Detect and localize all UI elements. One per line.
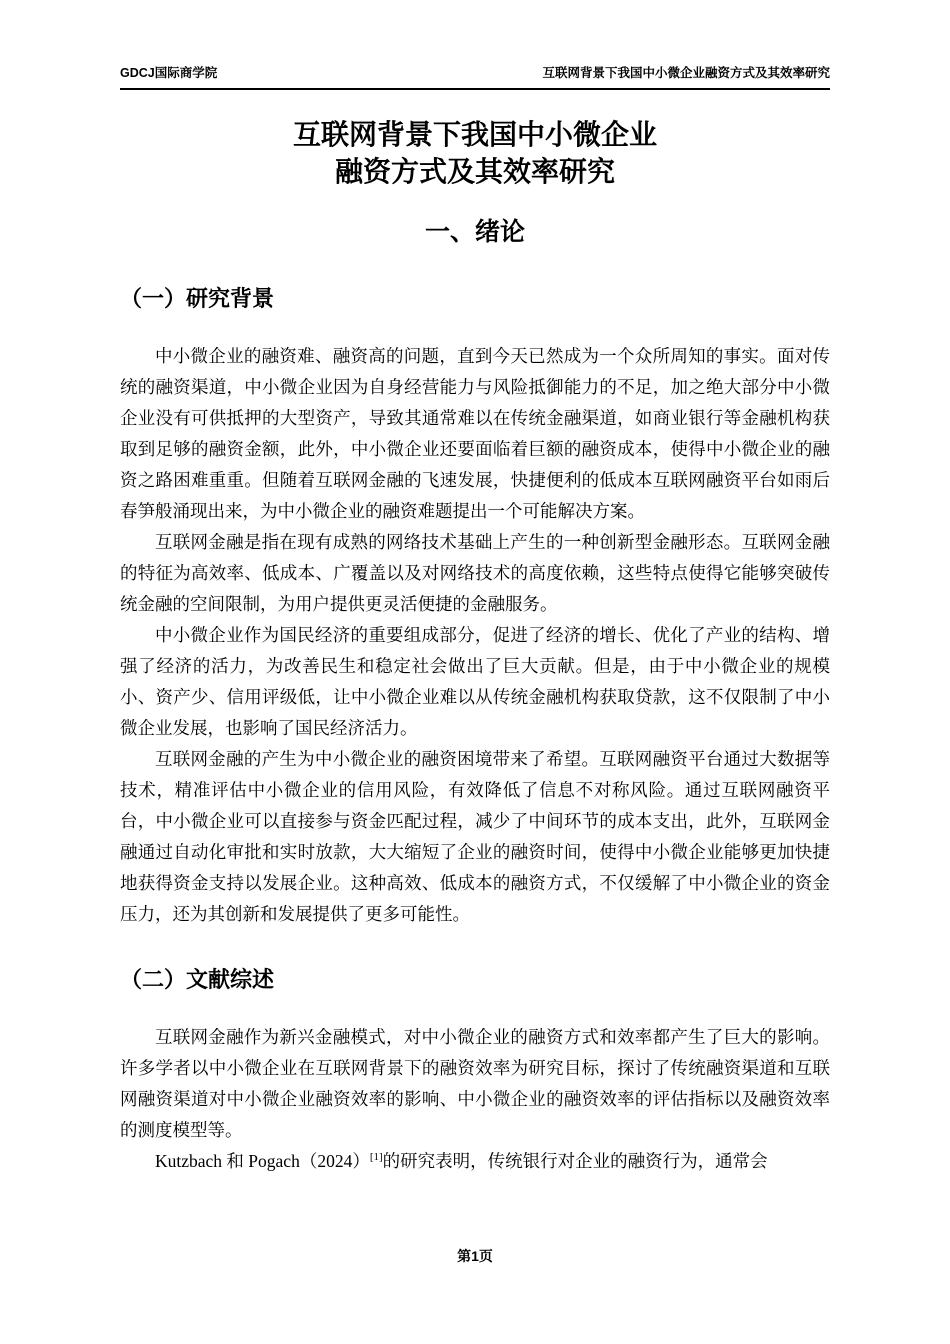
paragraph-background-3: 中小微企业作为国民经济的重要组成部分，促进了经济的增长、优化了产业的结构、增强了经济的活力，为改善民生和稳定社会做出了巨大贡献。但是，由于中小微企业的规模小、资产少、信用评级低，让中小微企业难以从传统金融机构获取贷款，这不仅限制了中小微企业发展，也影响了国民经济活力。 bbox=[120, 625, 830, 738]
header-running-title: 互联网背景下我国中小微企业融资方式及其效率研究 bbox=[542, 66, 830, 80]
header-school-name: GDCJ国际商学院 bbox=[120, 66, 218, 80]
paragraph-literature-citation bbox=[120, 1146, 830, 1177]
document-title-line-1: 互联网背景下我国中小微企业 bbox=[292, 119, 657, 150]
citation-text-before: Kutzbach 和 Pogach（2024） bbox=[155, 1151, 370, 1171]
document-title-line-2: 融资方式及其效率研究 bbox=[334, 156, 615, 187]
section-heading-literature-review: （二）文献综述 bbox=[120, 967, 275, 992]
page-footer bbox=[0, 1246, 950, 1266]
citation-reference-superscript: [1] bbox=[369, 1151, 383, 1164]
paragraph-background-4: 互联网金融的产生为中小微企业的融资困境带来了希望。互联网融资平台通过大数据等技术，精准评估中小微企业的信用风险，有效降低了信息不对称风险。通过互联网融资平台，中小微企业可以直接参与资金匹配过程，减少了中间环节的成本支出，此外，互联网金融通过自动化审批和实时放款，大大缩短了企业的融资时间，使得中小微企业能够更加快捷地获得资金支持以发展企业。这种高效、低成本的融资方式，不仅缓解了中小微企业的资金压力，还为其创新和发展提供了更多可能性。 bbox=[120, 749, 830, 924]
paragraph-background-2: 互联网金融是指在现有成熟的网络技术基础上产生的一种创新型金融形态。互联网金融的特征为高效率、低成本、广覆盖以及对网络技术的高度依赖，这些特点使得它能够突破传统金融的空间限制，为用户提供更灵活便捷的金融服务。 bbox=[120, 532, 830, 614]
section-heading-research-background: （一）研究背景 bbox=[120, 286, 275, 311]
paragraph-background-1: 中小微企业的融资难、融资高的问题，直到今天已然成为一个众所周知的事实。面对传统的融资渠道，中小微企业因为自身经营能力与风险抵御能力的不足，加之绝大部分中小微企业没有可供抵押的大型资产，导致其通常难以在传统金融渠道，如商业银行等金融机构获取到足够的融资金额，此外，中小微企业还要面临着巨额的融资成本，使得中小微企业的融资之路困难重重。但随着互联网金融的飞速发展，快捷便利的低成本互联网融资平台如雨后春笋般涌现出来，为中小微企业的融资难题提出一个可能解决方案。 bbox=[120, 346, 830, 521]
document-title bbox=[120, 116, 830, 190]
paragraph-literature-1: 互联网金融作为新兴金融模式，对中小微企业的融资方式和效率都产生了巨大的影响。许多学者以中小微企业在互联网背景下的融资效率为研究目标，探讨了传统融资渠道和互联网融资渠道对中小微企业融资效率的影响、中小微企业的融资效率的评估指标以及融资效率的测度模型等。 bbox=[120, 1027, 830, 1140]
chapter-heading-introduction: 一、绪论 bbox=[424, 218, 525, 246]
citation-text-after: 的研究表明，传统银行对企业的融资行为，通常会 bbox=[382, 1151, 768, 1171]
page-number: 第1页 bbox=[457, 1248, 493, 1264]
page-header bbox=[120, 66, 830, 90]
document-body bbox=[120, 116, 830, 1177]
